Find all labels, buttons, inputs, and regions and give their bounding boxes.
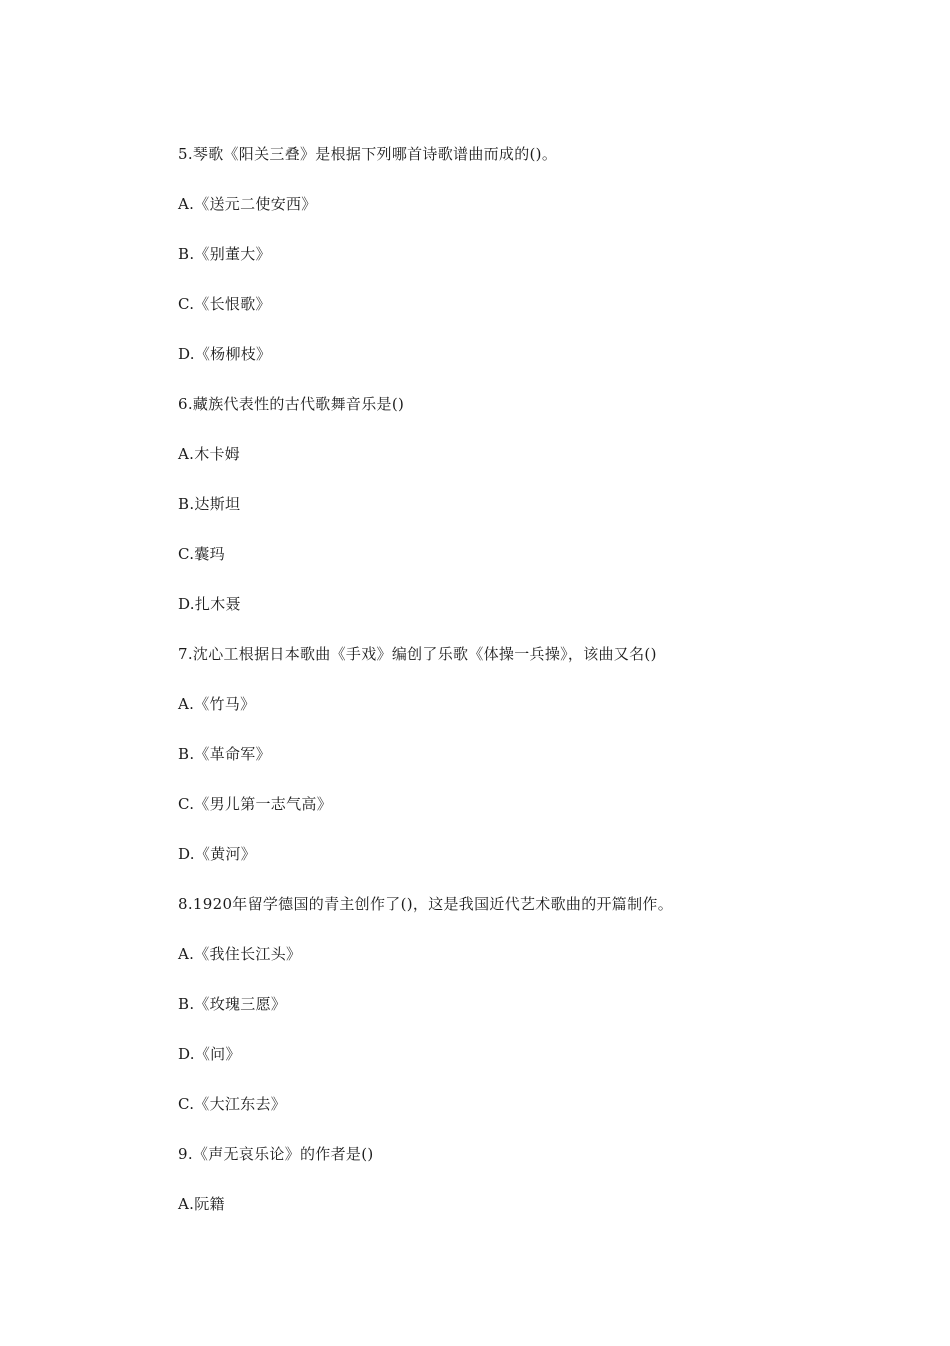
- question-8-option-c: C.《大江东去》: [178, 1095, 287, 1113]
- question-6-option-b: B.达斯坦: [178, 495, 241, 513]
- question-6-stem: 6.藏族代表性的古代歌舞音乐是(): [178, 395, 405, 413]
- question-9-option-a: A.阮籍: [178, 1195, 225, 1213]
- question-5-option-d: D.《杨柳枝》: [178, 345, 272, 363]
- question-5-option-a: A.《送元二使安西》: [178, 195, 317, 213]
- question-7-option-b: B.《革命军》: [178, 745, 271, 763]
- question-5-stem: 5.琴歌《阳关三叠》是根据下列哪首诗歌谱曲而成的()。: [178, 145, 558, 163]
- question-8-option-b: B.《玫瑰三愿》: [178, 995, 287, 1013]
- question-6-option-a: A.木卡姆: [178, 445, 241, 463]
- question-8-option-d: D.《问》: [178, 1045, 241, 1063]
- question-9-stem: 9.《声无哀乐论》的作者是(): [178, 1145, 374, 1163]
- question-5-option-b: B.《别董大》: [178, 245, 271, 263]
- question-5-option-c: C.《长恨歌》: [178, 295, 271, 313]
- question-6-option-d: D.扎木聂: [178, 595, 241, 613]
- question-7-stem: 7.沈心工根据日本歌曲《手戏》编创了乐歌《体操一兵操》，该曲又名(): [178, 645, 657, 663]
- question-8-option-a: A.《我住长江头》: [178, 945, 302, 963]
- question-7-option-a: A.《竹马》: [178, 695, 256, 713]
- question-8-stem: 8.1920年留学德国的青主创作了()，这是我国近代艺术歌曲的开篇制作。: [178, 895, 673, 913]
- question-7-option-d: D.《黄河》: [178, 845, 257, 863]
- question-6-option-c: C.囊玛: [178, 545, 225, 563]
- question-7-option-c: C.《男儿第一志气高》: [178, 795, 333, 813]
